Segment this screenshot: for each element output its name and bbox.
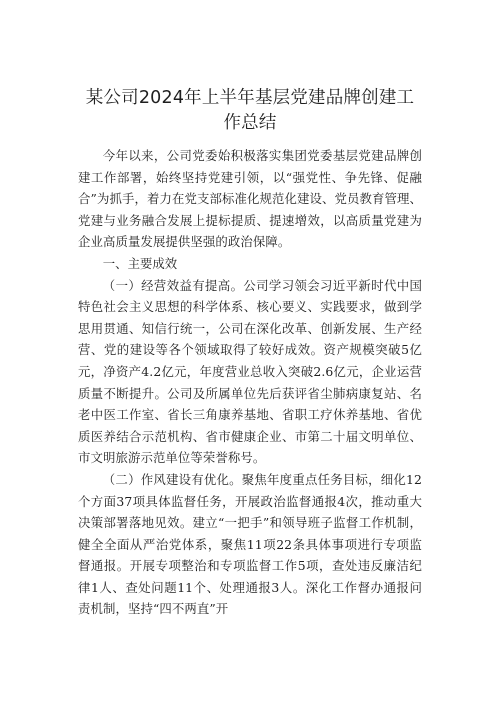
document-title: 某公司2024年上半年基层党建品牌创建工作总结 [85,88,415,133]
paragraph-work-style: （二）作风建设有优化。聚焦年度重点任务目标，细化12个方面37项具体监督任务，开展政治监督通报4次，推动重大决策部署落地见效。建立“一把手”和领导班子监督工作机制，健全全面从严治党体系，聚焦11项22条具体事项进行专项监督通报。开展专项整治和专项监督工作5项，查处违反廉洁纪律1人、查处问题11个、处理通报3人。深化工作督办通报问责机制，坚持“四不两直”开 [78,471,422,617]
paragraph-business-benefits: （一）经营效益有提高。公司学习领会习近平新时代中国特色社会主义思想的科学体系、核心要义、实践要求，做到学思用贯通、知信行统一，公司在深化改革、创新发展、生产经营、党的建设等各个领域取得了较好成效。资产规模突破5亿元，净资产4.2亿元，年度营业总收入突破2.6亿元，企业运营质量不断提升。公司及所属单位先后获评省尘肺病康复站、名老中医工作室、省长三角康养基地、省职工疗休养基地、省优质医养结合示范机构、省市健康企业、市第二十届文明单位、市文明旅游示范单位等荣誉称号。 [78,277,422,466]
intro-paragraph: 今年以来，公司党委始积极落实集团党委基层党建品牌创建工作部署，始终坚持党建引领，以“强党性、争先锋、促融合”为抓手，着力在党支部标准化规范化建设、党员教育管理、党建与业务融合发展上提标提质、提速增效，以高质量党建为企业高质量发展提供坚强的政治保障。 [78,148,422,250]
section-heading-main-results: 一、主要成效 [102,255,178,271]
